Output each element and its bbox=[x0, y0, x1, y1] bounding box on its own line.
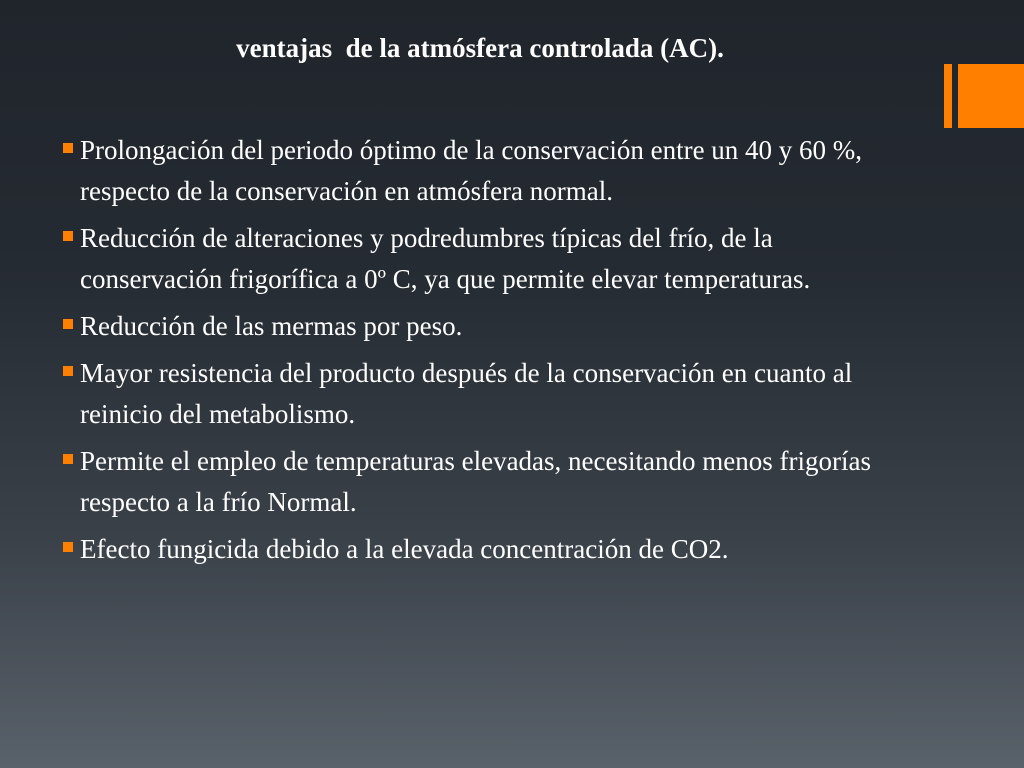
square-bullet-icon bbox=[63, 542, 73, 552]
accent-bar-thin bbox=[944, 64, 952, 128]
bullet-text: Permite el empleo de temperaturas elevadas, necesitando menos frigorías respecto a la frío Normal. bbox=[80, 446, 871, 517]
square-bullet-icon bbox=[63, 231, 73, 241]
bullet-text: Reducción de las mermas por peso. bbox=[80, 311, 463, 341]
bullet-item bbox=[60, 130, 910, 212]
accent-bar-thick bbox=[958, 64, 1024, 128]
square-bullet-icon bbox=[63, 454, 73, 464]
bullet-item bbox=[60, 529, 910, 570]
bullet-text: Efecto fungicida debido a la elevada concentración de CO2. bbox=[80, 534, 729, 564]
bullet-item bbox=[60, 306, 910, 347]
slide-title: ventajas de la atmósfera controlada (AC). bbox=[236, 33, 724, 63]
square-bullet-icon bbox=[63, 366, 73, 376]
bullet-item bbox=[60, 218, 910, 300]
bullet-text: Prolongación del periodo óptimo de la conservación entre un 40 y 60 %, respecto de la conservación en atmósfera normal. bbox=[80, 135, 863, 206]
square-bullet-icon bbox=[63, 319, 73, 329]
bullet-list bbox=[60, 130, 910, 576]
bullet-text: Reducción de alteraciones y podredumbres típicas del frío, de la conservación frigorífica a 0º C, ya que permite elevar temperaturas. bbox=[80, 223, 811, 294]
square-bullet-icon bbox=[63, 143, 73, 153]
bullet-item bbox=[60, 441, 910, 523]
bullet-item bbox=[60, 353, 910, 435]
bullet-text: Mayor resistencia del producto después de la conservación en cuanto al reinicio del metabolismo. bbox=[80, 358, 853, 429]
